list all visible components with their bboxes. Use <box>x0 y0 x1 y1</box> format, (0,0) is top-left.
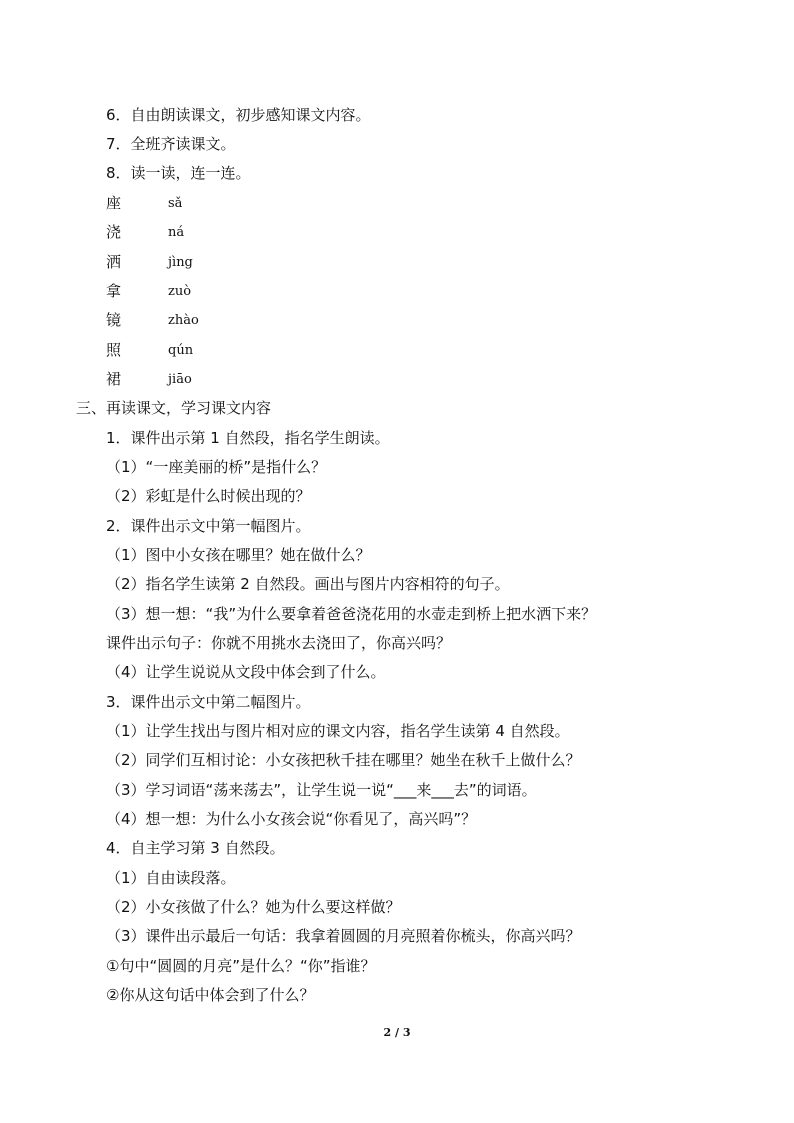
match-char: 照 <box>106 341 122 359</box>
match-pinyin: zuò <box>168 284 192 299</box>
question-1: ①句中“圆圆的月亮”是什么？“你”指谁？ <box>106 957 376 975</box>
sub-item: （1）图中小女孩在哪里？她在做什么？ <box>106 546 371 564</box>
match-pinyin: zhào <box>168 313 199 328</box>
sub-item: （4）想一想：为什么小女孩会说“你看见了，高兴吗”？ <box>106 810 477 828</box>
sentence-line: 课件出示句子：你就不用挑水去浇田了，你高兴吗？ <box>106 634 452 652</box>
sub-item: （2）小女孩做了什么？她为什么要这样做？ <box>106 898 401 916</box>
match-char: 裙 <box>106 370 122 388</box>
step-7: 7．全班齐读课文。 <box>106 135 236 153</box>
match-char: 镜 <box>106 311 122 329</box>
match-char: 洒 <box>106 253 122 271</box>
sub-item: （1）“一座美丽的桥”是指什么？ <box>106 458 327 476</box>
section-heading: 三、再读课文，学习课文内容 <box>76 399 272 417</box>
match-char: 座 <box>106 194 122 212</box>
match-pinyin: qún <box>168 343 194 358</box>
match-pinyin: jìng <box>168 255 193 270</box>
sub-item: （2）指名学生读第 2 自然段。画出与图片内容相符的句子。 <box>106 575 510 593</box>
item-4: 4．自主学习第 3 自然段。 <box>106 839 285 857</box>
sub-item: （2）同学们互相讨论：小女孩把秋千挂在哪里？她坐在秋千上做什么？ <box>106 751 581 769</box>
match-pinyin: jiāo <box>168 372 192 387</box>
match-pinyin: sǎ <box>168 196 183 211</box>
sub-item: （1）自由读段落。 <box>106 869 236 887</box>
question-2: ②你从这句话中体会到了什么？ <box>106 986 315 1004</box>
match-char: 浇 <box>106 223 122 241</box>
sub-item: （3）想一想：“我”为什么要拿着爸爸浇花用的水壶走到桥上把水洒下来？ <box>106 605 597 623</box>
step-6: 6．自由朗读课文，初步感知课文内容。 <box>106 106 371 124</box>
sub-item: （3）学习词语“荡来荡去”，让学生说一说“___来___去”的词语。 <box>106 781 537 799</box>
sub-item: （4）让学生说说从文段中体会到了什么。 <box>106 663 386 681</box>
match-pinyin: ná <box>168 225 185 240</box>
sub-item: （3）课件出示最后一句话：我拿着圆圆的月亮照着你梳头，你高兴吗？ <box>106 927 581 945</box>
step-8: 8．读一读，连一连。 <box>106 164 251 182</box>
match-char: 拿 <box>106 282 122 300</box>
item-1: 1．课件出示第 1 自然段，指名学生朗读。 <box>106 429 390 447</box>
page-number: 2 / 3 <box>383 1026 411 1039</box>
sub-item: （1）让学生找出与图片相对应的课文内容，指名学生读第 4 自然段。 <box>106 722 570 740</box>
item-3: 3．课件出示文中第二幅图片。 <box>106 693 311 711</box>
sub-item: （2）彩虹是什么时候出现的？ <box>106 487 311 505</box>
item-2: 2．课件出示文中第一幅图片。 <box>106 517 311 535</box>
